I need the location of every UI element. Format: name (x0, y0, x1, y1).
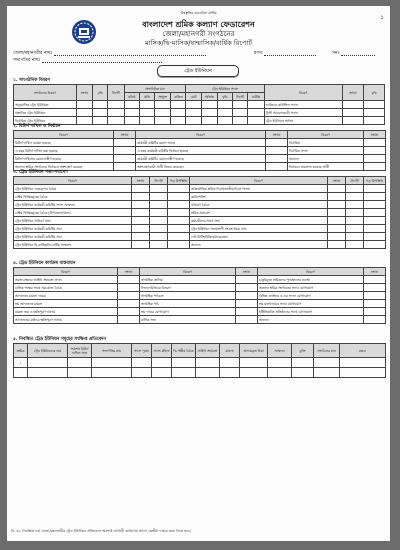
president-label: সভাপতির নামঃ (13, 58, 41, 63)
table-row: এ বছর রিটার্ন দাখিল করা হয়েছে এ বছর কার্যকরী কমিটির নির্বাচন হয়েছে নির্বাচিত সদস্য (14, 147, 386, 155)
table-header-row: সংগঠনের বিবরণ সংখ্যা বৃদ্ধি টার্গেট সাংগঠনিক মান ট্রেড ইউনিয়ন সদস্য বিবরণ সংখ্যা বৃদ্ধি (14, 85, 385, 93)
table-header-row: বিবরণ সংখ্যা টার্গেট গড় উপস্থিতি বিবরণ সংখ্যা টার্গেট গড় উপস্থিতি (14, 177, 386, 185)
org-subtitle: জেলা/মহানগরী সংগঠনের (162, 30, 235, 38)
table-header-row: বিবরণ সংখ্যা বিবরণ সংখ্যা বিবরণ সংখ্যা (14, 131, 386, 139)
table-row: মালিক পক্ষের সাথে সমঝোতা বৈঠক লিফলেট/প্রচার বিতরণ অন্যান্য শ্রমিক সংগঠনের সাথে যোগাযোগ (14, 284, 386, 292)
section4-title: ৪. ট্রেড ইউনিয়ন কার্যক্রম বাস্তবায়ন (13, 261, 76, 266)
table-header-row: বিবরণ সংখ্যা বিবরণ সংখ্যা বিবরণ সংখ্যা (14, 268, 386, 276)
district-label: জেলা/মহানগরীর নামঃ (13, 51, 53, 56)
report-form-page (7, 6, 390, 541)
section5-title: ৫. নিবন্ধিত ট্রেড ইউনিয়ন সমূহের সংক্ষিপ্ত প্রতিবেদন (13, 337, 106, 342)
trade-union-badge: ট্রেড ইউনিয়ন (157, 65, 239, 77)
table-row: আদালতের মাধ্যমে ক্ষতিপূরণ আদায় মাসিক সভা অন্যান্য (14, 316, 386, 324)
month-field[interactable] (254, 51, 316, 56)
footer-note: বি: দ্র:- নিবন্ধিত ফর্ম জেলা/মহানগরীর ট্রেড ইউনিয়ন প্রতিবেদন অবশ্যই আগামী তারিখের আগে কেন্দ্রীয় দপ্তরে জমা দিতে হবে। (11, 529, 191, 533)
year-label: সনঃ (332, 51, 340, 56)
president-field[interactable] (13, 58, 162, 63)
table-row: ট্রেড ইউনিয়ন কার্যকরী কমিটির সভা গেট মিটিং/মিছিল/মানববন্ধন (14, 233, 386, 241)
table-header-row: ঘনিষ্ঠ প্রতি সংযুক্ত বাতিল মোট অর্জিত বৃদ্ধি টার্গেট ঘাটতি (14, 93, 385, 101)
organization-table (13, 84, 385, 125)
table-row: আদালতে মামলা দায়ের সাপ্তাহিক পাঠচক্র বিভিন্ন এনজিও ও এর সদস্য যোগাযোগ (14, 292, 386, 300)
table-row: ট্রেড ইউনিয়ন সাধারণ সভা কর্মচারীদের সাথে সভা (14, 217, 386, 225)
table-row: ট্রেড ইউনিয়ন কার্যকরী কমিটির সভা ট্রেড ইউনিয়ন সভা/সংগী সংগ্রহ নিয়ে সভা (14, 225, 386, 233)
table-row: ট্রেড ইউনিয়ন দ্বি-বার্ষিক/ত্রি-বার্ষিক সম্মেলন অন্যান্য (14, 241, 386, 249)
table-row: সেক্টর ভিত্তিকমূলক বৈঠক কাউন্সেলিং (14, 193, 386, 201)
table-row: ট্রেড ইউনিয়ন কার্যকরী কমিটির সদস্য সম্মেলন সাধারণ বৈঠক (14, 201, 386, 209)
table-row: অনুমোদিত ট্রেড ইউনিয়ন ফাউন্ডার কাউন্সিল সদস্য (14, 101, 385, 109)
report-title: মাসিক/দ্বি-মাসিক/ষান্মাসিক/বার্ষিক রিপোর্ট (145, 39, 252, 47)
table-row: শ্রম আদালতে মামলা সাপ্তাহিক পাঠ শ্রম মন্ত্রণালয়ের সাথে যোগাযোগ (14, 300, 386, 308)
activities-table (13, 267, 386, 324)
top-note: বিশ্বস্তুতির বারবাবিল বার্ষিক (180, 11, 217, 15)
table-header-row: ক্রমিক ট্রেড ইউনিয়নের নাম সর্বশেষ রিটার্ন দাখিল সাল সভাপতির নাম সদস্য পুরুষ সদস্য মহিলা দ্বি-পক্ষীয় বৈঠক আইনি সহায়তা মামলা আদায়কৃত টাকা সম্মেলন চুক্তি সংগঠনের মান মন্তব্য (14, 344, 386, 358)
org-name: বাংলাদেশ শ্রমিক কল্যাণ ফেডারেশন (142, 20, 255, 29)
section1-title: ১. সাংগঠনিক বিবরণ (13, 78, 51, 83)
table-row: মামলা জয় ও ক্ষতিপূরণ আদায় শ্রম দপ্তরে যোগাযোগ ইঞ্জিনিয়ারিং প্রতিষ্ঠানের সাথে যোগাযোগ (14, 308, 386, 316)
table-row: রিটার্ন দাখিলের মেয়াদোত্তীর্ণ হয়েছে কার্যকরী কমিটির মেয়াদোত্তীর্ণ হয়েছে অন্যান্য (14, 155, 386, 163)
section2-title: ২. রিটার্ন দাখিল ও নির্বাচন (13, 124, 61, 129)
district-field[interactable] (13, 51, 206, 56)
table-row: ট্রেড ইউনিয়ন নেতৃবৃন্দের বৈঠক আন্তর্জাতিক শ্রমিক দিবস/জাতীয় দিবস পালন (14, 185, 386, 193)
union-report-table (13, 343, 386, 378)
table-row: সমস্যাগ্রস্থদের আইনি সহায়তা প্রদান সাপ্তাহিক তালিম চাকুরিচ্যুত শ্রমিকদের পুনর্বহালের ব্যবস্থা (14, 276, 386, 284)
month-label: মাসঃ (254, 51, 263, 56)
section3-title: ৩. ট্রেড ইউনিয়ন সভা-সমাবেশ (13, 170, 68, 175)
table-row: সেক্টর ভিত্তিকমূলক বৈঠক (উপজেলা/থানা) শ্রমিক সমাবেশ (14, 209, 386, 217)
table-row: প্রস্তাবিত ট্রেড ইউনিয়ন ট্রাস্ট আবেদনকারী সদস্য (14, 109, 385, 117)
table-row: নির্বাচিত ট্রেড ইউনিয়ন ট্রেড ইউনিয়ন অফিস (14, 117, 385, 125)
page-number: ১ (380, 14, 384, 21)
return-election-table (13, 130, 386, 171)
table-row (14, 368, 386, 378)
table-row: রিটার্ন দাখিল বকেয়া হয়েছে কার্যকরী কমিটির মেয়াদ আছে নির্বাচিত (14, 139, 386, 147)
table-row: অন্যান্য শ্রমিক সংগঠনের নির্বাচনে অংশগ্রহণ করেছে অংশগ্রহণকারী প্রার্থী বিজয় করেছেন নির্বাচনে জয়লাভ করেছে প্রার্থী (14, 163, 386, 171)
year-field[interactable] (332, 51, 375, 56)
table-row: ১ (14, 358, 386, 368)
meetings-table (13, 176, 386, 249)
